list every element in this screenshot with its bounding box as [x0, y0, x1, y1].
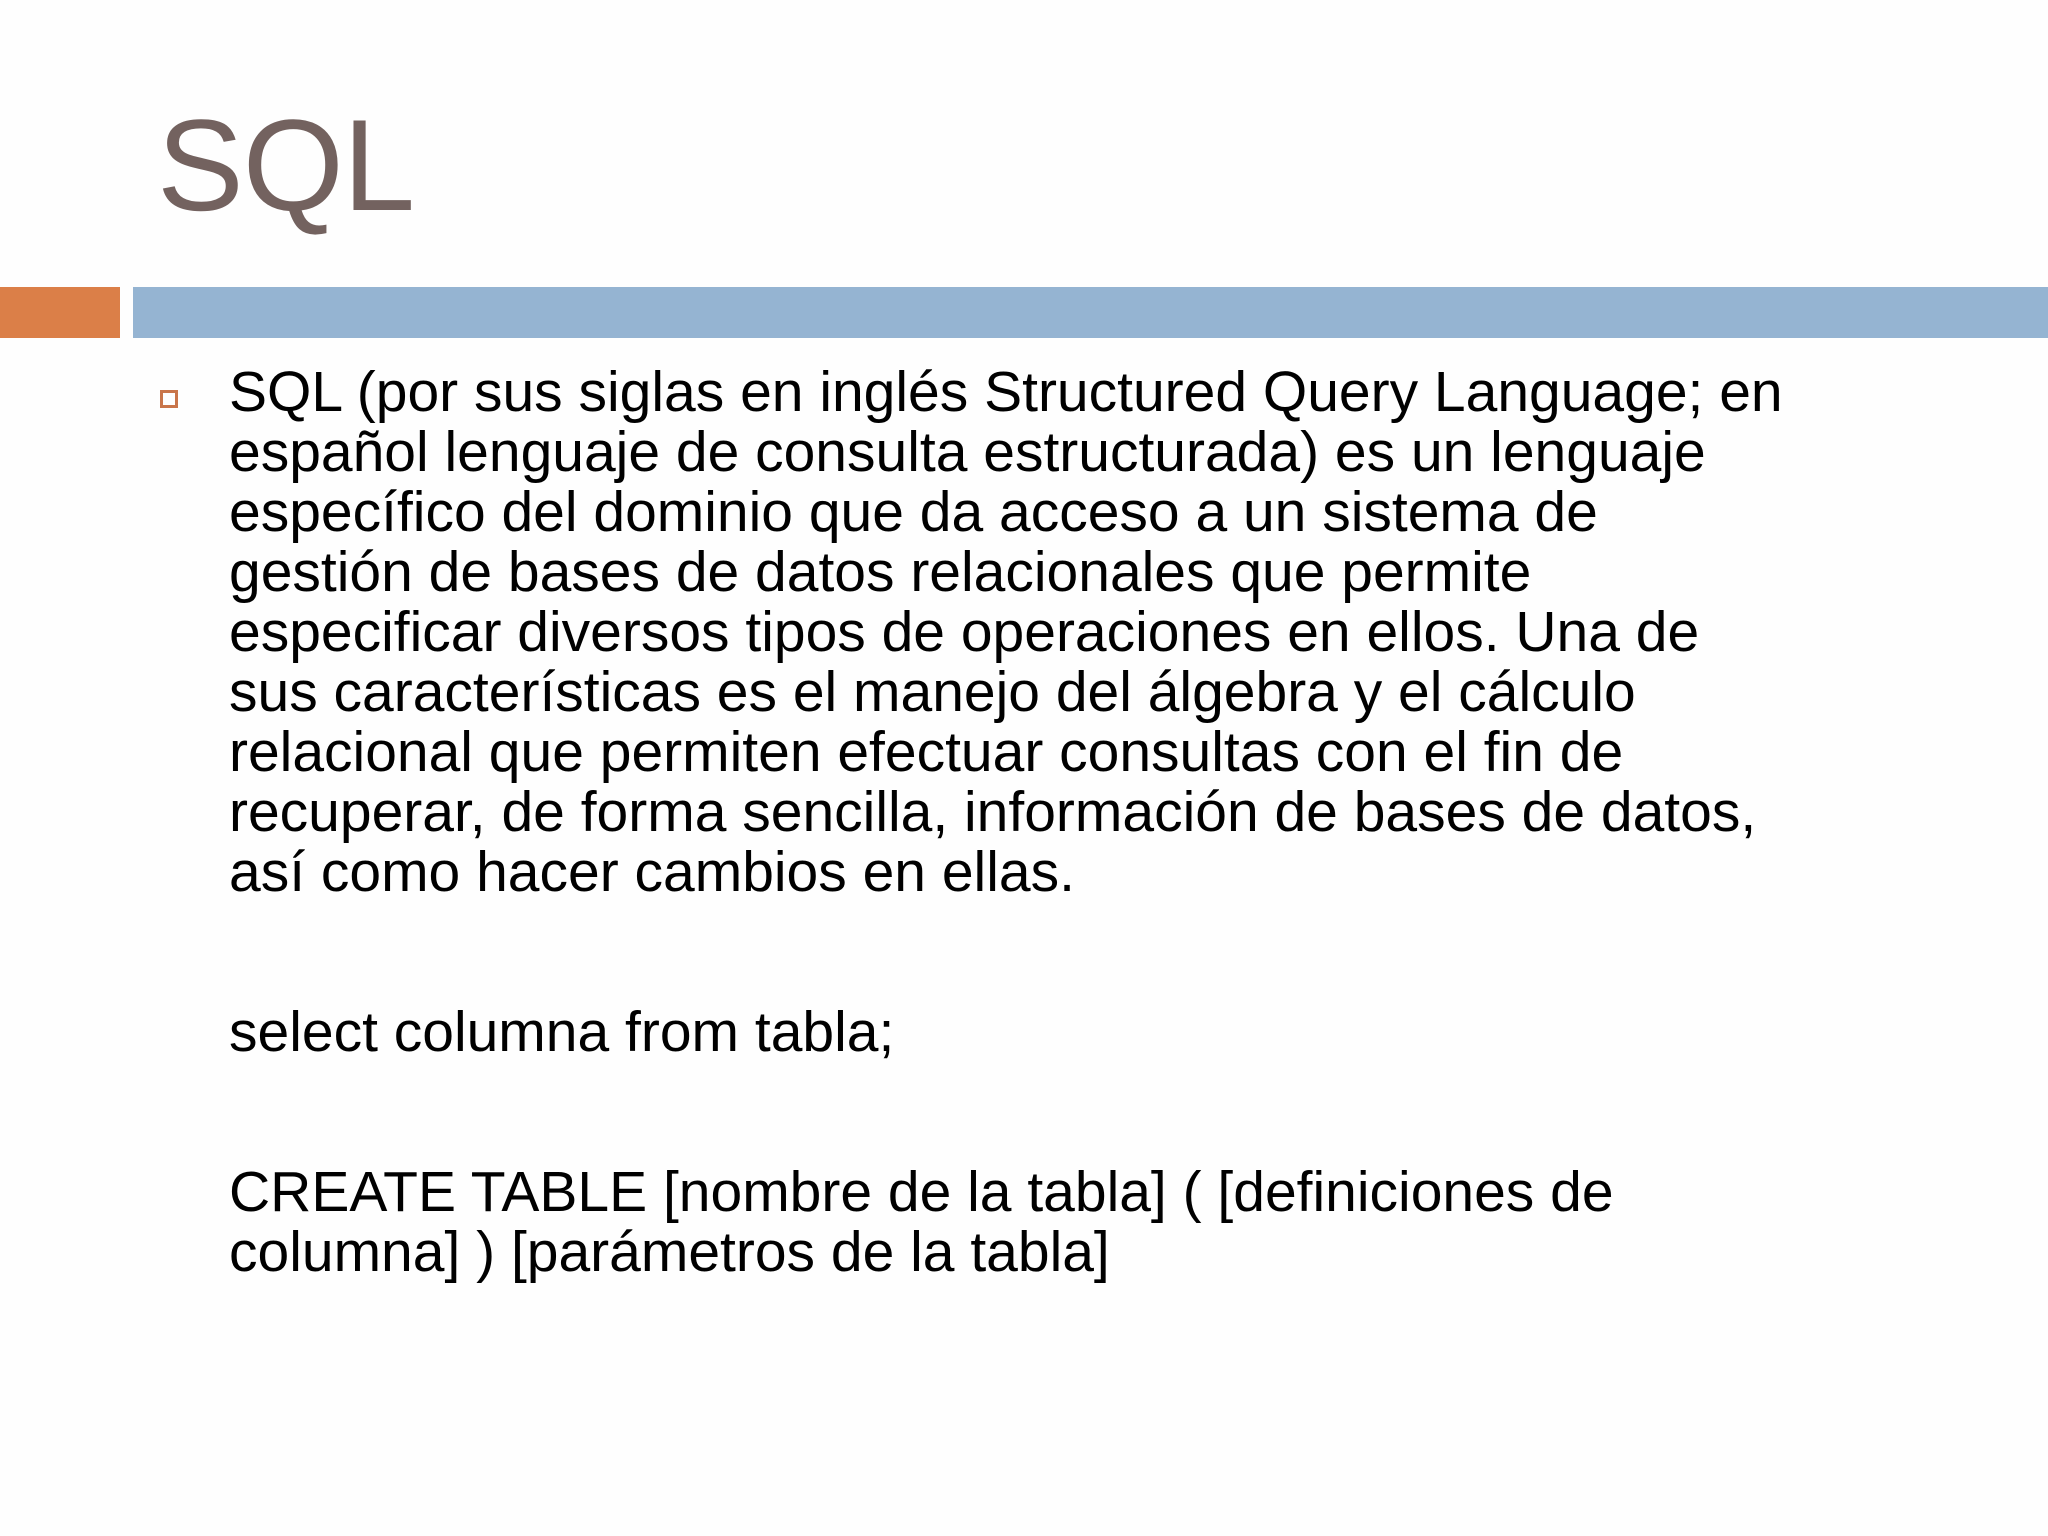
hollow-square-bullet-icon [160, 390, 178, 408]
sql-description-paragraph: SQL (por sus siglas en inglés Structured Query Language; en español lenguaje de consulta estructurada) es un lenguaje específico del dominio que da acceso a un sistema de gestión de bases de datos relacionales que permite especificar diversos tipos de operaciones en ellos. Una de sus características es el manejo del álgebra y el cálculo relacional que permiten efectuar consultas con el fin de recuperar, de forma sencilla, información de bases de datos, así como hacer cambios en ellas. [229, 360, 1783, 904]
slide-title: SQL [157, 92, 415, 238]
slide-body [229, 362, 1989, 1282]
title-accent-bar [0, 287, 120, 338]
title-divider-bar [133, 287, 2048, 338]
spacer [229, 1062, 1989, 1162]
create-table-example: CREATE TABLE [nombre de la tabla] ( [definiciones de columna] ) [parámetros de la tabla] [229, 1160, 1614, 1284]
spacer [229, 902, 1989, 1002]
select-example: select columna from tabla; [229, 1000, 895, 1064]
